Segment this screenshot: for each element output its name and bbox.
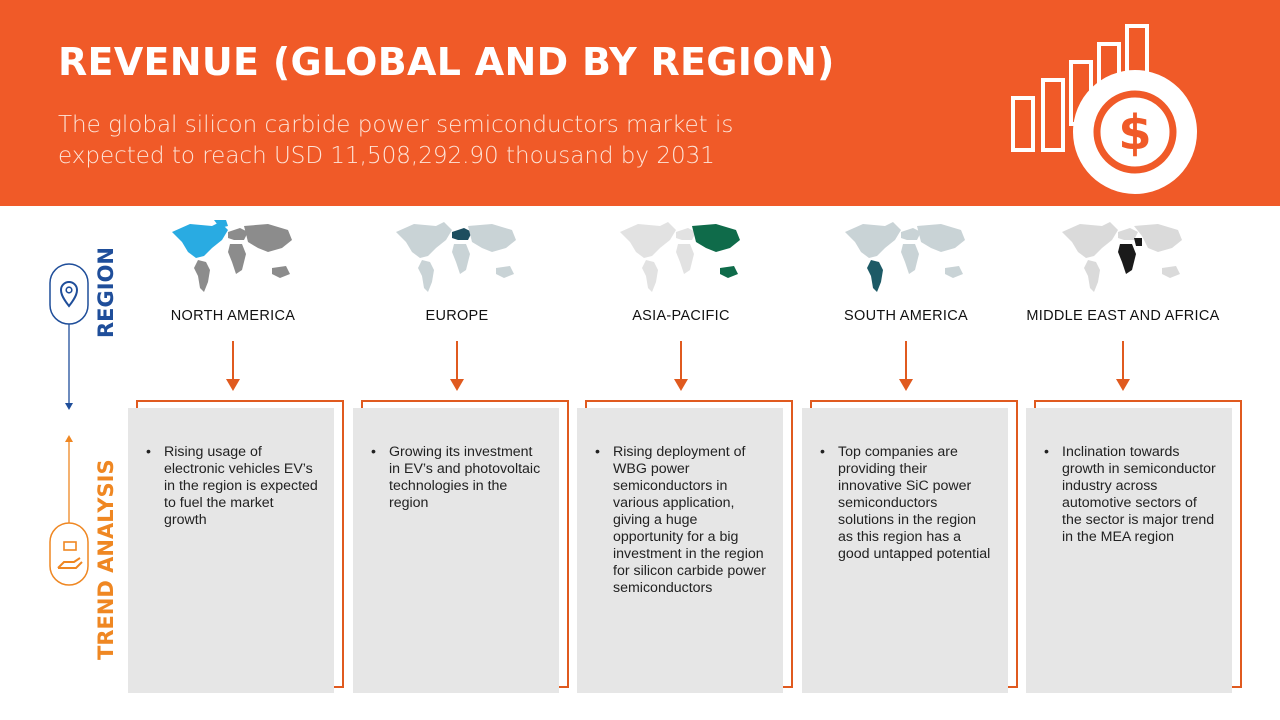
region-name: MIDDLE EAST AND AFRICA bbox=[1026, 308, 1220, 324]
page-title: REVENUE (GLOBAL AND BY REGION) bbox=[58, 40, 835, 84]
region-column-europe bbox=[352, 218, 562, 324]
world-map-mea-highlight bbox=[1058, 218, 1188, 298]
trend-card-asia-pacific bbox=[577, 408, 783, 693]
trend-card-mea bbox=[1026, 408, 1232, 693]
header-banner bbox=[0, 0, 1280, 206]
arrow-down-icon bbox=[1113, 341, 1133, 393]
region-column-north-america bbox=[128, 218, 338, 324]
trend-bullet: • Rising usage of electronic vehicles EV’s in the region is expected to fuel the market growth bbox=[144, 444, 318, 529]
arrow-down-icon bbox=[896, 341, 916, 393]
trend-side-label: TREND ANALYSIS bbox=[94, 459, 118, 660]
region-name: SOUTH AMERICA bbox=[844, 308, 968, 324]
trend-card-north-america bbox=[128, 408, 334, 693]
region-side-label: REGION bbox=[94, 247, 118, 338]
world-map-asia-pacific-highlight bbox=[616, 218, 746, 298]
dollar-growth-chart-icon bbox=[1005, 18, 1205, 200]
region-column-mea bbox=[1018, 218, 1228, 324]
trend-card-europe bbox=[353, 408, 559, 693]
hand-money-icon bbox=[50, 523, 88, 585]
arrow-down-icon bbox=[223, 341, 243, 393]
location-pin-icon bbox=[50, 264, 88, 324]
trend-bullet: • Inclination towards growth in semiconductor industry across automotive sectors of the sector is major trend in the MEA region bbox=[1042, 444, 1216, 546]
page-subtitle: The global silicon carbide power semiconductors market is expected to reach USD 11,508,292.90 thousand by 2031 bbox=[58, 112, 734, 169]
trend-bullet: • Rising deployment of WBG power semiconductors in various application, giving a huge opportunity for a big investment in the region for silicon carbide power semiconductors bbox=[593, 444, 767, 597]
arrow-down-icon bbox=[671, 341, 691, 393]
world-map-north-america-highlight bbox=[168, 218, 298, 298]
trend-bullet: • Growing its investment in EV’s and photovoltaic technologies in the region bbox=[369, 444, 543, 512]
arrow-down-icon bbox=[447, 341, 467, 393]
timeline-axis bbox=[40, 250, 100, 600]
svg-text:$: $ bbox=[1118, 105, 1152, 161]
region-name: NORTH AMERICA bbox=[170, 308, 296, 324]
region-name: ASIA-PACIFIC bbox=[632, 308, 730, 324]
world-map-south-america-highlight bbox=[841, 218, 971, 298]
trend-card-south-america bbox=[802, 408, 1008, 693]
trend-bullet: • Top companies are providing their innovative SiC power semiconductors solutions in the region as this region has a good untapped potential bbox=[818, 444, 992, 563]
region-column-asia-pacific bbox=[576, 218, 786, 324]
world-map-europe-highlight bbox=[392, 218, 522, 298]
region-name: EUROPE bbox=[425, 308, 489, 324]
region-column-south-america bbox=[801, 218, 1011, 324]
